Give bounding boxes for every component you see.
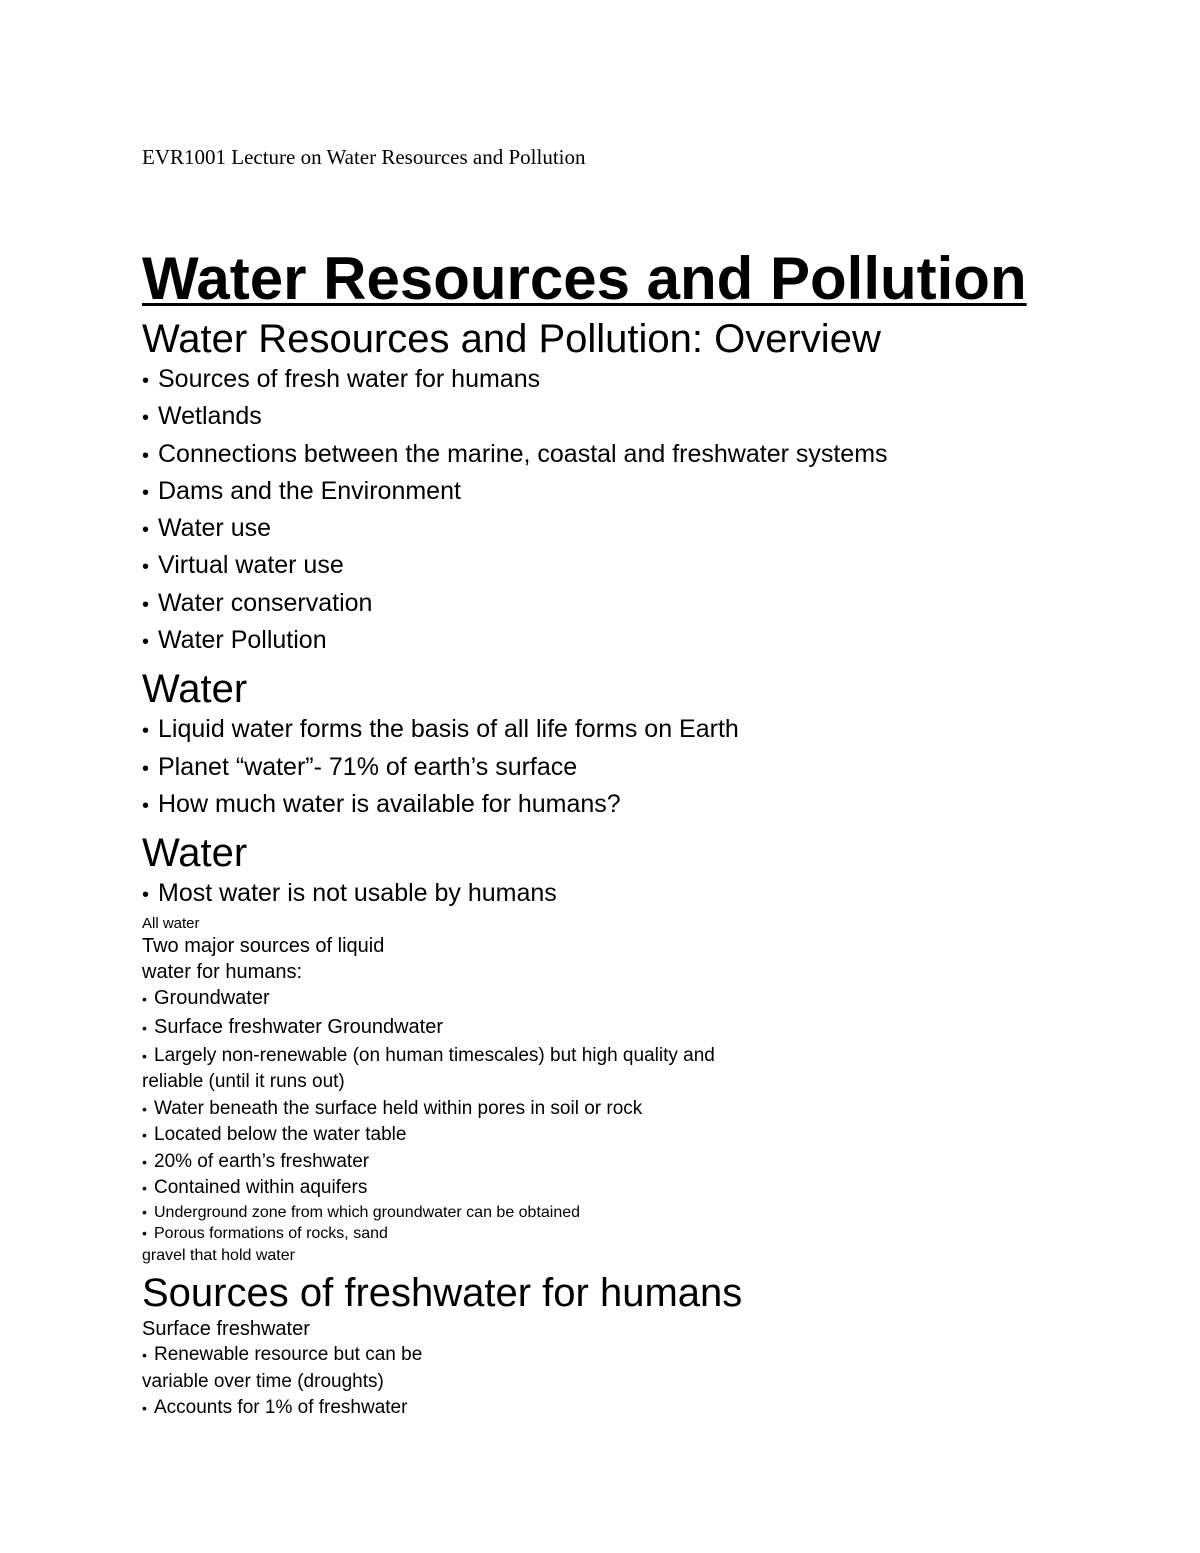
- bullet-icon: •: [142, 1047, 147, 1064]
- list-item: • Wetlands: [142, 399, 1102, 436]
- list-item: • Water use: [142, 511, 1102, 548]
- bullet-icon: •: [142, 1127, 147, 1144]
- aquifer-point: • Underground zone from which groundwater can be obtained: [142, 1202, 1102, 1224]
- bullet-icon: •: [142, 720, 150, 743]
- bullet-icon: •: [142, 556, 150, 579]
- bullet-icon: •: [142, 444, 150, 467]
- bullet-icon: •: [142, 1225, 147, 1242]
- two-sources-line-1: Two major sources of liquid: [142, 934, 385, 957]
- water-heading-2: Water: [142, 831, 248, 876]
- course-line: EVR1001 Lecture on Water Resources and Pollution: [142, 145, 586, 169]
- groundwater-point-continuation: reliable (until it runs out): [142, 1071, 345, 1093]
- groundwater-point: • Water beneath the surface held within pores in soil or rock: [142, 1096, 1102, 1123]
- bullet-icon: •: [142, 519, 150, 542]
- bullet-icon: •: [142, 1100, 147, 1117]
- source-item: • Groundwater: [142, 985, 1102, 1012]
- list-item: • Virtual water use: [142, 548, 1102, 585]
- sources-heading: Sources of freshwater for humans: [142, 1271, 743, 1316]
- bullet-icon: •: [142, 481, 150, 504]
- aquifer-point-continuation: gravel that hold water: [142, 1246, 295, 1264]
- bullet-icon: •: [142, 1019, 147, 1036]
- bullet-icon: •: [142, 1180, 147, 1197]
- two-sources-line-2: water for humans:: [142, 960, 303, 983]
- bullet-icon: •: [142, 794, 150, 817]
- groundwater-point: • Largely non-renewable (on human timescales) but high quality and: [142, 1043, 1102, 1070]
- bullet-icon: •: [142, 593, 150, 616]
- list-item: • Planet “water”- 71% of earth’s surface: [142, 750, 1102, 787]
- bullet-icon: •: [142, 884, 150, 907]
- bullet-icon: •: [142, 1153, 147, 1170]
- overview-list: [142, 362, 1102, 660]
- source-item: • Surface freshwater Groundwater: [142, 1012, 1102, 1043]
- water-list-2: [142, 876, 1102, 913]
- document-body: [142, 316, 1102, 1422]
- bullet-icon: •: [142, 990, 147, 1007]
- surface-point: • Accounts for 1% of freshwater: [142, 1395, 1102, 1422]
- all-water-label: All water: [142, 914, 200, 932]
- aquifer-point: • Porous formations of rocks, sand: [142, 1223, 1102, 1245]
- bullet-icon: •: [142, 1347, 147, 1364]
- bullet-icon: •: [142, 757, 150, 780]
- bullet-icon: •: [142, 370, 150, 392]
- water-list-1: [142, 712, 1102, 824]
- bullet-icon: •: [142, 631, 150, 654]
- groundwater-point: • Located below the water table: [142, 1122, 1102, 1149]
- groundwater-point: • Contained within aquifers: [142, 1175, 1102, 1202]
- groundwater-point: • 20% of earth’s freshwater: [142, 1149, 1102, 1176]
- list-item: • Sources of fresh water for humans: [142, 362, 1102, 399]
- list-item: • Liquid water forms the basis of all life forms on Earth: [142, 712, 1102, 749]
- list-item: • Water conservation: [142, 586, 1102, 623]
- list-item: • Connections between the marine, coastal and freshwater systems: [142, 437, 1102, 474]
- list-item: • Most water is not usable by humans: [142, 876, 1102, 913]
- surface-point: • Renewable resource but can be: [142, 1342, 1102, 1369]
- list-item: • How much water is available for humans?: [142, 787, 1102, 824]
- bullet-icon: •: [142, 1400, 147, 1417]
- main-title: Water Resources and Pollution: [142, 245, 1027, 312]
- surface-point-continuation: variable over time (droughts): [142, 1370, 384, 1392]
- bullet-icon: •: [142, 407, 150, 430]
- water-heading-1: Water: [142, 667, 248, 712]
- bullet-icon: •: [142, 1203, 147, 1220]
- surface-freshwater-label: Surface freshwater: [142, 1318, 310, 1341]
- list-item: • Dams and the Environment: [142, 474, 1102, 511]
- list-item: • Water Pollution: [142, 623, 1102, 660]
- overview-heading: Water Resources and Pollution: Overview: [142, 317, 881, 361]
